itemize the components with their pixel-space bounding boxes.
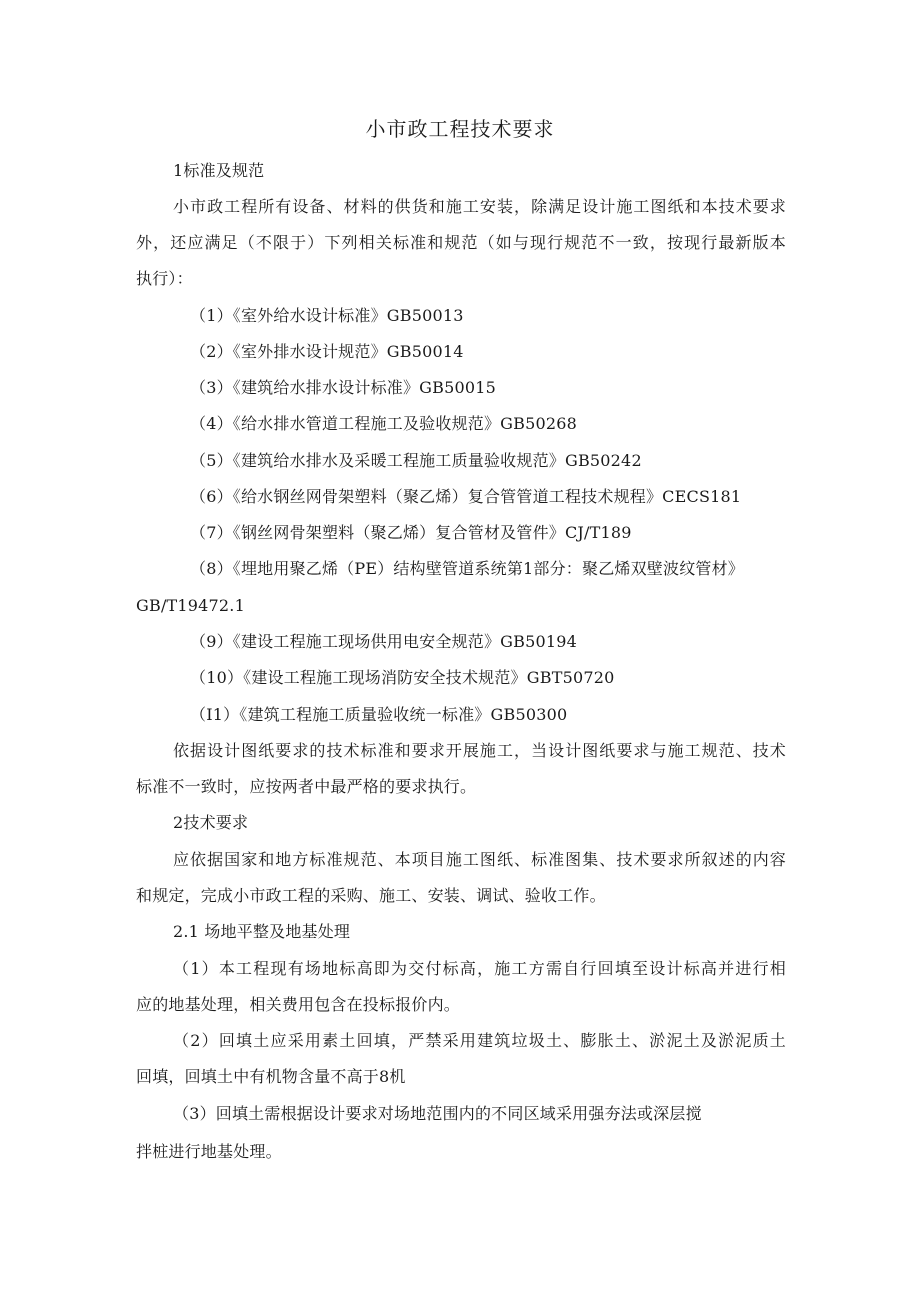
item-2-line-2: 回填，回填土中有机物含量不高于8机 <box>136 1067 406 1086</box>
intro-paragraph-line-2: 外，还应满足（不限于）下列相关标准和规范（如与现行规范不一致，按现行最新版本 <box>136 233 786 252</box>
standard-item-8-continuation: GB/T19472.1 <box>136 596 245 615</box>
standard-item-5: （5）《建筑给水排水及采暖工程施工质量验收规范》GB50242 <box>190 451 642 470</box>
standard-item-8: （8）《埋地用聚乙烯（PE）结构壁管道系统第1部分：聚乙烯双壁波纹管材》 <box>190 559 745 578</box>
standard-item-1: （1）《室外给水设计标准》GB50013 <box>190 306 464 325</box>
standard-item-2: （2）《室外排水设计规范》GB50014 <box>190 342 464 361</box>
intro-paragraph-line-3: 执行）： <box>136 269 193 288</box>
standard-item-4: （4）《给水排水管道工程施工及验收规范》GB50268 <box>190 414 578 433</box>
standard-item-10: （10）《建设工程施工现场消防安全技术规范》GBT50720 <box>190 668 615 687</box>
basis-paragraph-line-1: 依据设计图纸要求的技术标准和要求开展施工，当设计图纸要求与施工规范、技术 <box>173 741 786 760</box>
standard-item-11: （I1）《建筑工程施工质量验收统一标准》GB50300 <box>190 705 568 724</box>
standard-item-9: （9）《建设工程施工现场供用电安全规范》GB50194 <box>190 632 578 651</box>
section-1-heading: 1标准及规范 <box>173 161 265 180</box>
section-2-paragraph-line-1: 应依据国家和地方标准规范、本项目施工图纸、标准图集、技术要求所叙述的内容 <box>173 850 786 869</box>
intro-paragraph-line-1: 小市政工程所有设备、材料的供货和施工安装，除满足设计施工图纸和本技术要求 <box>173 197 786 216</box>
basis-paragraph-line-2: 标准不一致时，应按两者中最严格的要求执行。 <box>136 777 477 796</box>
item-1-line-1: （1）本工程现有场地标高即为交付标高，施工方需自行回填至设计标高并进行相 <box>173 959 786 978</box>
section-2-heading: 2技术要求 <box>173 813 249 832</box>
standard-item-3: （3）《建筑给水排水设计标准》GB50015 <box>190 378 497 397</box>
item-3-line-1: （3）回填土需根据设计要求对场地范围内的不同区域采用强夯法或深层搅 <box>173 1104 702 1123</box>
item-3-line-2: 拌桩进行地基处理。 <box>136 1142 282 1161</box>
standard-item-7: （7）《钢丝网骨架塑料（聚乙烯）复合管材及管件》CJ/T189 <box>190 523 632 542</box>
item-1-line-2: 应的地基处理，相关费用包含在投标报价内。 <box>136 995 461 1014</box>
page-title: 小市政工程技术要求 <box>365 117 555 141</box>
section-2-paragraph-line-2: 和规定，完成小市政工程的采购、施工、安装、调试、验收工作。 <box>136 886 606 905</box>
section-2-1-heading: 2.1 场地平整及地基处理 <box>173 922 351 941</box>
item-2-line-1: （2）回填土应采用素土回填，严禁采用建筑垃圾土、膨胀土、淤泥土及淤泥质土 <box>173 1031 786 1050</box>
standard-item-6: （6）《给水钢丝网骨架塑料（聚乙烯）复合管管道工程技术规程》CECS181 <box>190 487 742 506</box>
